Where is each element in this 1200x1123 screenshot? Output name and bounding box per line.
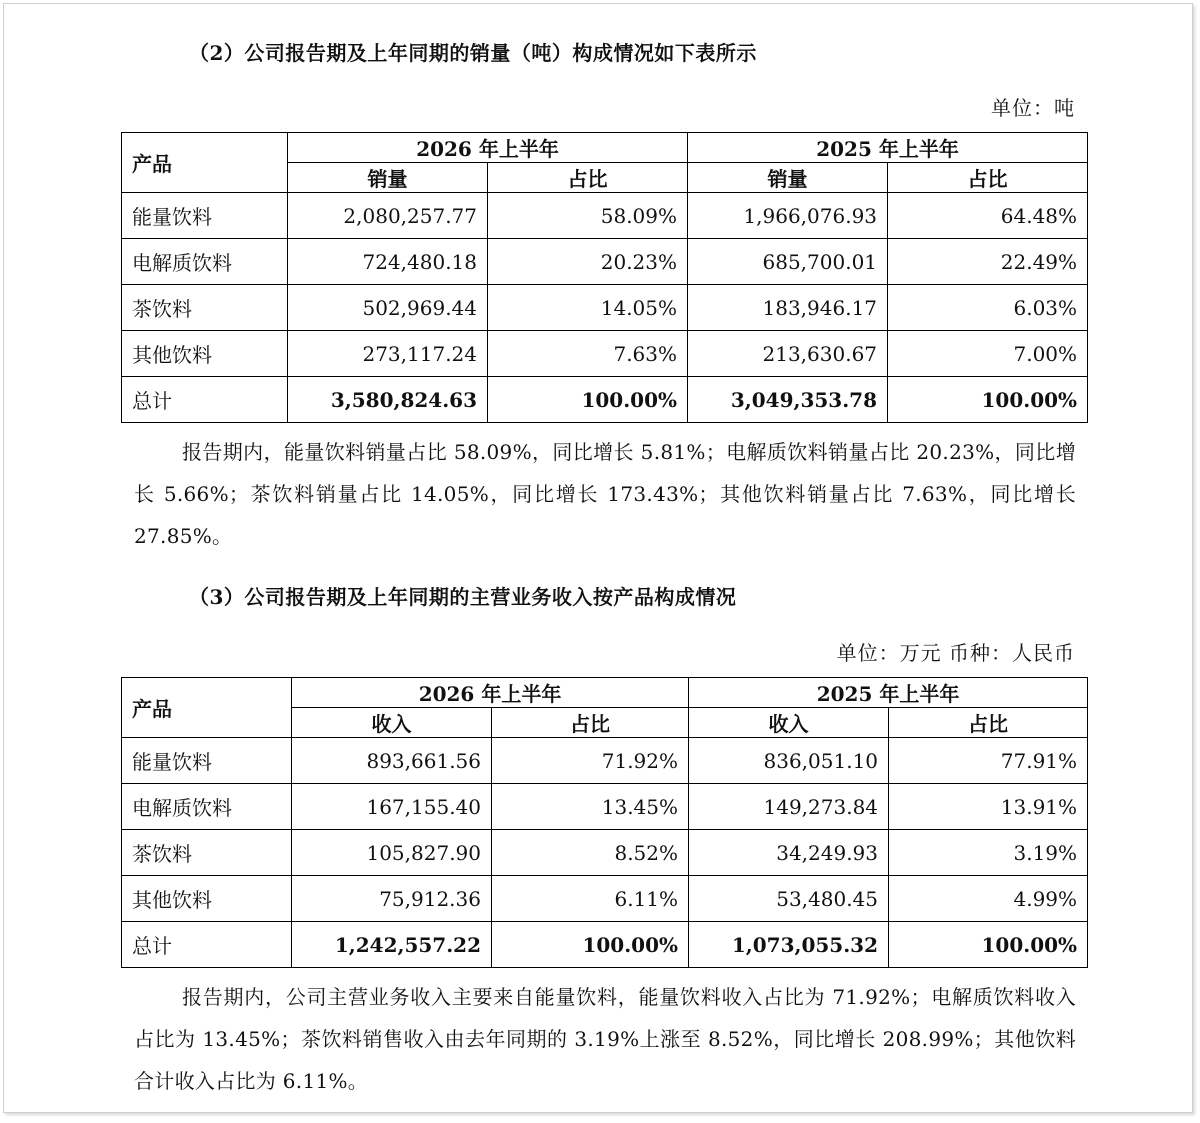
table-row: [122, 876, 1088, 922]
share-2025: 77.91%: [889, 738, 1088, 784]
volume-2025: 1,966,076.93: [688, 193, 888, 239]
table-row: [122, 239, 1088, 285]
header-period-2026: 2026 年上半年: [288, 133, 688, 163]
share-2026: 13.45%: [492, 784, 689, 830]
product-name: 总计: [122, 377, 288, 423]
revenue-2025: 53,480.45: [689, 876, 889, 922]
volume-2025: 685,700.01: [688, 239, 888, 285]
table-row: [122, 285, 1088, 331]
table-row-total: [122, 377, 1088, 423]
share-2026: 58.09%: [488, 193, 688, 239]
revenue-heading: （3）公司报告期及上年同期的主营业务收入按产品构成情况: [189, 585, 737, 609]
sales-volume-unit: 单位：吨: [991, 96, 1075, 120]
share-2025: 4.99%: [889, 876, 1088, 922]
volume-2025: 183,946.17: [688, 285, 888, 331]
header-period-2025: 2025 年上半年: [688, 133, 1088, 163]
table-row: [122, 331, 1088, 377]
product-name: 茶饮料: [122, 285, 288, 331]
sales-volume-heading: （2）公司报告期及上年同期的销量（吨）构成情况如下表所示: [189, 41, 757, 65]
share-2025: 100.00%: [888, 377, 1088, 423]
sales-volume-table: [121, 132, 1088, 423]
product-name: 电解质饮料: [122, 784, 292, 830]
revenue-2025: 34,249.93: [689, 830, 889, 876]
share-2025: 100.00%: [889, 922, 1088, 968]
share-2026: 100.00%: [492, 922, 689, 968]
share-2026: 71.92%: [492, 738, 689, 784]
table-row-total: [122, 922, 1088, 968]
product-name: 总计: [122, 922, 292, 968]
share-2025: 22.49%: [888, 239, 1088, 285]
document-page: [3, 3, 1193, 1113]
volume-2026: 2,080,257.77: [288, 193, 488, 239]
revenue-2026: 893,661.56: [292, 738, 492, 784]
header-share-2025: 占比: [889, 708, 1088, 738]
revenue-unit: 单位：万元 币种：人民币: [836, 641, 1075, 665]
table-row: [122, 784, 1088, 830]
product-name: 其他饮料: [122, 876, 292, 922]
table-row: [122, 830, 1088, 876]
volume-2025: 213,630.67: [688, 331, 888, 377]
revenue-2026: 167,155.40: [292, 784, 492, 830]
header-product: 产品: [122, 678, 292, 738]
volume-2025: 3,049,353.78: [688, 377, 888, 423]
table-row: [122, 738, 1088, 784]
header-volume-2026: 销量: [288, 163, 488, 193]
share-2026: 7.63%: [488, 331, 688, 377]
revenue-paragraph: 报告期内，公司主营业务收入主要来自能量饮料，能量饮料收入占比为 71.92%；电解质饮料收入占比为 13.45%；茶饮料销售收入由去年同期的 3.19%上涨至 8.52%，同比增长 208.99%；其他饮料合计收入占比为 6.11%。: [134, 985, 1076, 1093]
product-name: 能量饮料: [122, 193, 288, 239]
share-2025: 6.03%: [888, 285, 1088, 331]
revenue-2025: 1,073,055.32: [689, 922, 889, 968]
share-2025: 64.48%: [888, 193, 1088, 239]
product-name: 其他饮料: [122, 331, 288, 377]
revenue-2025: 149,273.84: [689, 784, 889, 830]
share-2025: 13.91%: [889, 784, 1088, 830]
header-revenue-2025: 收入: [689, 708, 889, 738]
volume-2026: 502,969.44: [288, 285, 488, 331]
share-2025: 3.19%: [889, 830, 1088, 876]
header-share-2026: 占比: [492, 708, 689, 738]
product-name: 茶饮料: [122, 830, 292, 876]
revenue-table: [121, 677, 1088, 968]
volume-2026: 3,580,824.63: [288, 377, 488, 423]
header-volume-2025: 销量: [688, 163, 888, 193]
volume-2026: 273,117.24: [288, 331, 488, 377]
sales-volume-paragraph: 报告期内，能量饮料销量占比 58.09%，同比增长 5.81%；电解质饮料销量占比 20.23%，同比增长 5.66%；茶饮料销量占比 14.05%，同比增长 173.43%；其他饮料销量占比 7.63%，同比增长 27.85%。: [134, 440, 1076, 548]
revenue-2026: 1,242,557.22: [292, 922, 492, 968]
product-name: 能量饮料: [122, 738, 292, 784]
header-share-2026: 占比: [488, 163, 688, 193]
share-2026: 100.00%: [488, 377, 688, 423]
header-period-2026: 2026 年上半年: [292, 678, 689, 708]
volume-2026: 724,480.18: [288, 239, 488, 285]
revenue-2025: 836,051.10: [689, 738, 889, 784]
header-period-2025: 2025 年上半年: [689, 678, 1088, 708]
header-revenue-2026: 收入: [292, 708, 492, 738]
revenue-2026: 105,827.90: [292, 830, 492, 876]
revenue-2026: 75,912.36: [292, 876, 492, 922]
table-row: [122, 193, 1088, 239]
share-2026: 8.52%: [492, 830, 689, 876]
share-2026: 14.05%: [488, 285, 688, 331]
header-product: 产品: [122, 133, 288, 193]
share-2026: 20.23%: [488, 239, 688, 285]
share-2026: 6.11%: [492, 876, 689, 922]
product-name: 电解质饮料: [122, 239, 288, 285]
header-share-2025: 占比: [888, 163, 1088, 193]
share-2025: 7.00%: [888, 331, 1088, 377]
